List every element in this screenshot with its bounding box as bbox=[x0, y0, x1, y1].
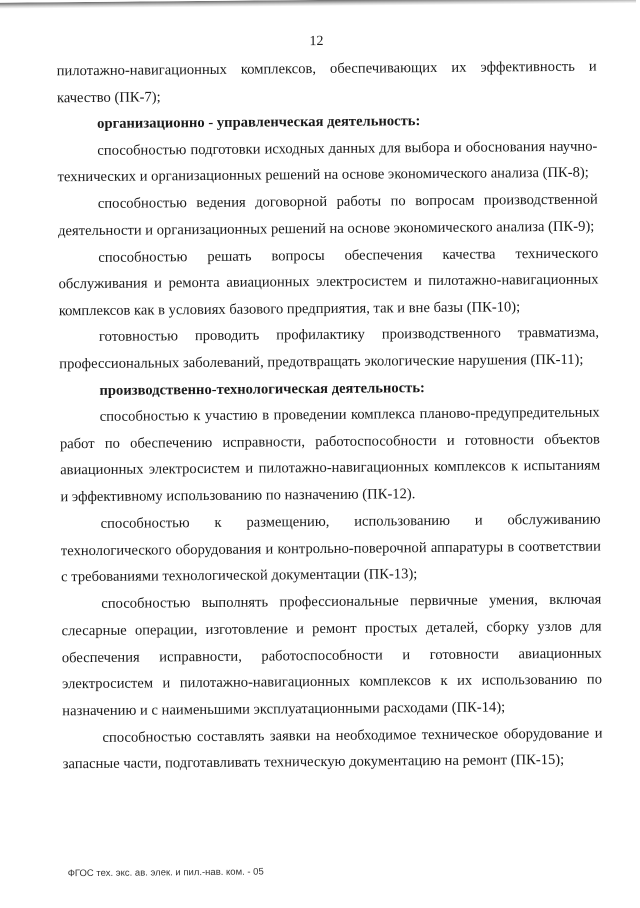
paragraph-pk14: способностью выполнять профессиональные первичные умения, включая слесарные операции, изготовление и ремонт простых деталей, сборку узлов для обеспечения исправности, работоспособности и готовности авиационных электросистем и пилотажно-навигационных комплексов к их использованию по назначению и с наименьшими эксплуатационными расходами (ПК-14); bbox=[61, 591, 603, 720]
section-heading-production: производственно-технологическая деятельность: bbox=[99, 379, 425, 399]
page-number: 12 bbox=[309, 33, 324, 50]
document-body bbox=[57, 54, 603, 779]
paragraph-pk7: пилотажно-навигационных комплексов, обеспечивающих их эффективность и качество (ПК-7); bbox=[56, 58, 597, 106]
section-heading-organizational: организационно - управленческая деятельность: bbox=[97, 113, 421, 133]
paragraph-pk10: способностью решать вопросы обеспечения качества технического обслуживания и ремонта авиационных электросистем и пилотажно-навигационных комплексов как в условиях базового предприятия, так и вне базы (ПК-10); bbox=[58, 245, 599, 320]
paragraph-pk13: способностью к размещению, использованию и обслуживанию технологического оборудования и контрольно-поверочной аппаратуры в соответствии с требованиями технологической документации (ПК-13); bbox=[60, 511, 601, 586]
scan-edge bbox=[0, 0, 636, 9]
paragraph-pk9: способностью ведения договорной работы по вопросам производственной деятельности и организационных решений на основе экономического анализа (ПК-9); bbox=[58, 192, 598, 240]
paragraph-pk8: способностью подготовки исходных данных для выбора и обоснования научно-технических и организационных решений на основе экономического анализа (ПК-8); bbox=[57, 138, 598, 186]
paragraph-pk12: способностью к участию в проведении комплекса планово-предупредительных работ по обеспечению исправности, работоспособности и готовности объектов авиационных электросистем и пилотажно-навигационных комплексов к испытаниям и эффективному использованию по назначению (ПК-12). bbox=[59, 404, 601, 506]
footer-code: ФГОС тех. экс. ав. элек. и пил.-нав. ком. - 05 bbox=[67, 866, 264, 880]
paragraph-pk11: готовностью проводить профилактику производственного травматизма, профессиональных заболеваний, предотвращать экологические нарушения (ПК-11); bbox=[59, 324, 600, 373]
paragraph-pk15: способностью составлять заявки на необходимое техническое оборудование и запасные части, подготавливать техническую документацию на ремонт (ПК-15); bbox=[62, 725, 603, 773]
